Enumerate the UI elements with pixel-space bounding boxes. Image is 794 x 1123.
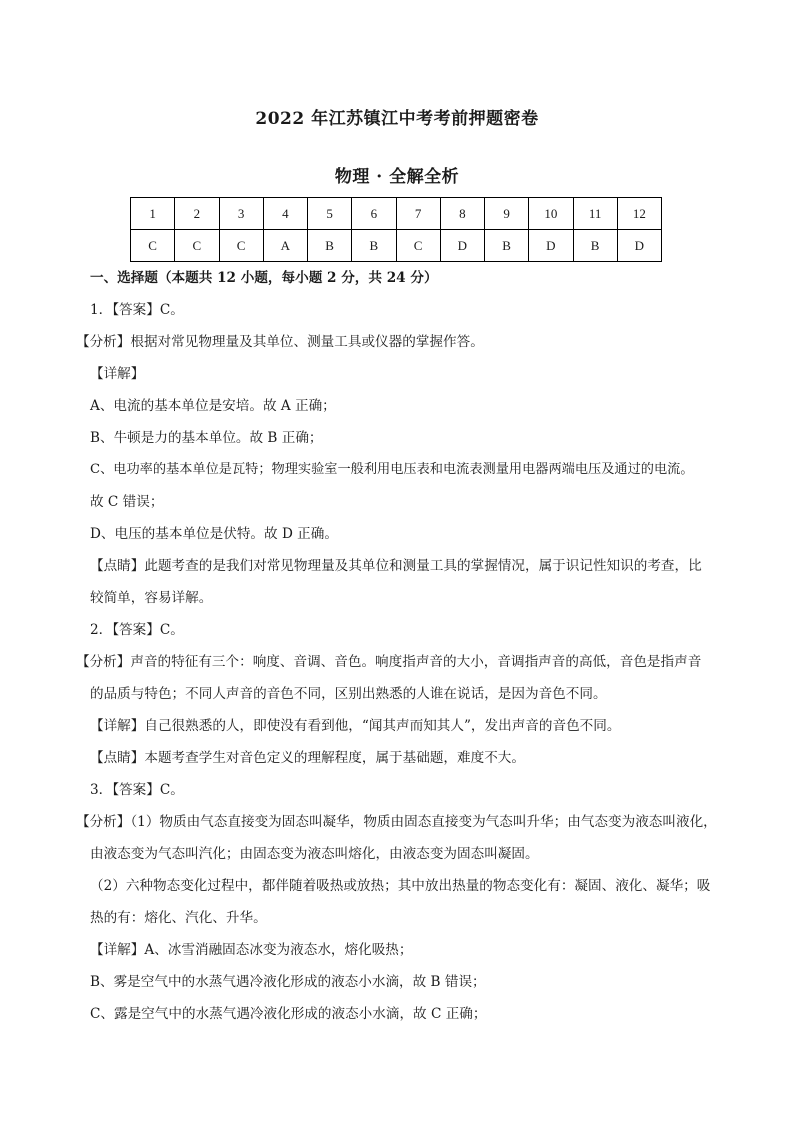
page-subtitle: 物理 · 全解全析	[334, 167, 460, 187]
body-line: A、电流的基本单位是安培。故 A 正确；	[90, 398, 336, 414]
answer-cell: B	[573, 230, 617, 262]
answer-cell: D	[617, 230, 661, 262]
page-title: 2022 年江苏镇江中考考前押题密卷	[255, 109, 539, 129]
answer-cell: D	[440, 230, 484, 262]
answer-line: 1．【答案】C。	[90, 302, 184, 318]
question-number-cell: 11	[573, 198, 617, 230]
answer-cell: C	[396, 230, 440, 262]
body-line: C、电功率的基本单位是瓦特；物理实验室一般利用电压表和电流表测量用电器两端电压及通过的电流。	[90, 462, 694, 477]
answer-line: 3．【答案】C。	[90, 782, 184, 798]
question-number-cell: 8	[440, 198, 484, 230]
analysis-line: （2）六种物态变化过程中，都伴随着吸热或放热；其中放出热量的物态变化有：凝固、液化、凝华；吸	[90, 878, 711, 894]
answer-cell: B	[485, 230, 529, 262]
answer-table-number-row	[131, 198, 662, 230]
question-number-cell: 5	[308, 198, 352, 230]
analysis-line: 【分析】根据对常见物理量及其单位、测量工具或仪器的掌握作答。	[76, 334, 484, 350]
answer-cell: A	[263, 230, 307, 262]
comment-line: 【点睛】本题考查学生对音色定义的理解程度，属于基础题，难度不大。	[90, 750, 525, 766]
comment-line: 较简单，容易详解。	[90, 590, 213, 606]
analysis-line: 【分析】声音的特征有三个：响度、音调、音色。响度指声音的大小，音调指声音的高低，音色是指声音	[76, 654, 702, 670]
answer-cell: D	[529, 230, 573, 262]
comment-line: 【点睛】此题考查的是我们对常见物理量及其单位和测量工具的掌握情况，属于识记性知识的考查，比	[90, 558, 702, 574]
question-number-cell: 1	[131, 198, 175, 230]
question-number-cell: 3	[219, 198, 263, 230]
question-number-cell: 6	[352, 198, 396, 230]
answer-table	[130, 197, 662, 262]
question-number-cell: 10	[529, 198, 573, 230]
body-line: B、牛顿是力的基本单位。故 B 正确；	[90, 430, 323, 446]
body-line: B、雾是空气中的水蒸气遇冷液化形成的液态小水滴，故 B 错误；	[90, 974, 486, 990]
detail-line: 【详解】自己很熟悉的人，即使没有看到他，“闻其声而知其人”，发出声音的音色不同。	[90, 718, 621, 734]
body-line: C、露是空气中的水蒸气遇冷液化形成的液态小水滴，故 C 正确；	[90, 1006, 487, 1022]
answer-cell: B	[308, 230, 352, 262]
answer-line: 2．【答案】C。	[90, 622, 184, 638]
question-number-cell: 12	[617, 198, 661, 230]
answer-table-answer-row	[131, 230, 662, 262]
answer-cell: C	[131, 230, 175, 262]
answer-cell: B	[352, 230, 396, 262]
analysis-line: 的品质与特色；不同人声音的音色不同，区别出熟悉的人谁在说话，是因为音色不同。	[90, 686, 607, 702]
question-number-cell: 4	[263, 198, 307, 230]
question-number-cell: 9	[485, 198, 529, 230]
detail-line: 【详解】A、冰雪消融固态冰变为液态水，熔化吸热；	[90, 942, 413, 958]
analysis-line: 热的有：熔化、汽化、升华。	[90, 910, 267, 926]
analysis-line: 【分析】（1）物质由气态直接变为固态叫凝华，物质由固态直接变为气态叫升华；由气态变为液态叫液化，	[76, 814, 717, 830]
detail-heading: 【详解】	[90, 366, 145, 382]
question-number-cell: 7	[396, 198, 440, 230]
body-line: 故 C 错误；	[90, 494, 164, 510]
analysis-line: 由液态变为气态叫汽化；由固态变为液态叫熔化，由液态变为固态叫凝固。	[90, 846, 539, 862]
section-heading: 一、选择题（本题共 12 小题，每小题 2 分，共 24 分）	[90, 270, 438, 286]
answer-cell: C	[175, 230, 219, 262]
body-line: D、电压的基本单位是伏特。故 D 正确。	[90, 526, 338, 542]
question-number-cell: 2	[175, 198, 219, 230]
answer-cell: C	[219, 230, 263, 262]
